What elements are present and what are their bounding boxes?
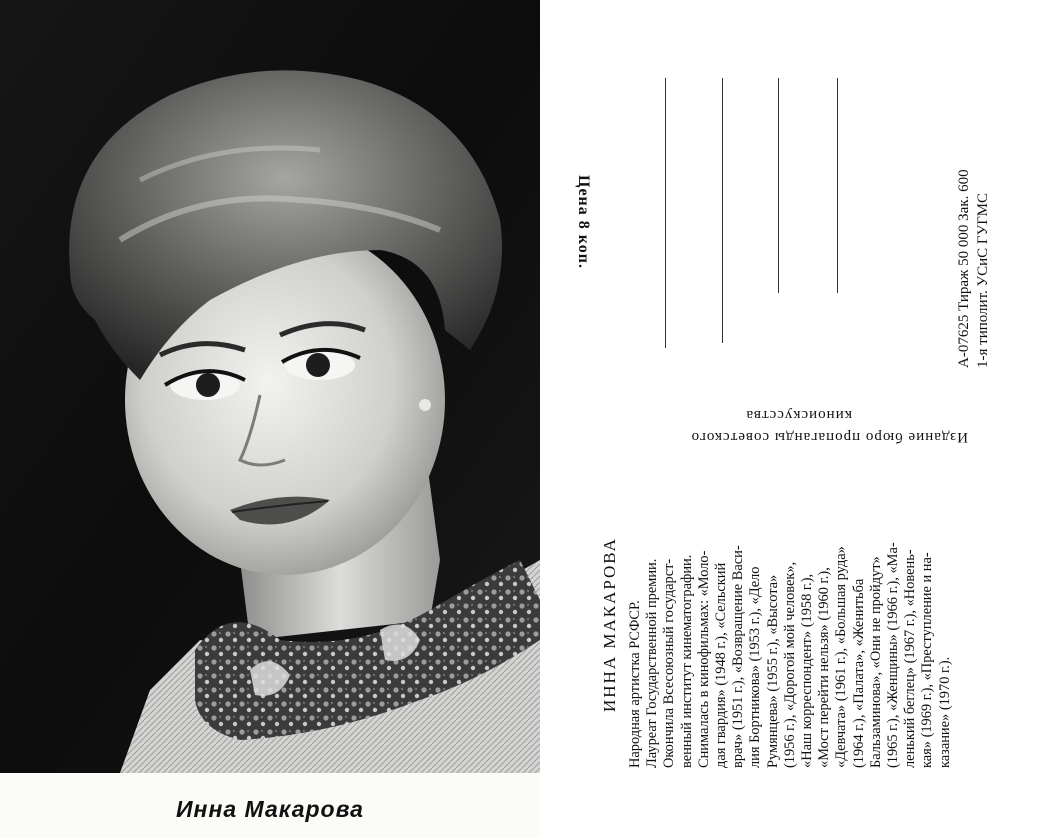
print-info-line-2: 1-я типолит. УСиС ГУГМС (975, 192, 991, 368)
bio-line: Окончила Всесоюзный государст- (661, 558, 678, 768)
price-label: Цена 8 коп. (575, 175, 592, 269)
bio-line: лия Бортникова» (1953 г.), «Дело (747, 566, 764, 768)
bio-line: Снималась в кинофильмах: «Моло- (695, 550, 712, 768)
bio-line: врач» (1951 г.), «Возвращение Васи- (730, 545, 747, 768)
address-line (837, 78, 838, 293)
address-line (722, 78, 723, 343)
bio-line: Лауреат Государственной премии. (644, 558, 661, 768)
bio-line: дая гвардия» (1948 г.), «Сельский (713, 562, 729, 768)
bio-line: (1956 г.), «Дорогой мой человек», (781, 561, 798, 768)
bio-line: «Мост перейти нельзя» (1960 г.), (816, 567, 833, 768)
bio-line: Народная артистка РСФСР. (627, 600, 643, 768)
bio-line: кая» (1969 г.), «Преступление и на- (919, 552, 936, 768)
bio-line: (1964 г.), «Палата», «Женитьба (850, 578, 867, 768)
caption-name: Инна Макарова (176, 796, 364, 822)
bio-line: венный институт кинематографии. (678, 554, 695, 768)
bio-line: ленький беглец» (1967 г.), «Новень- (902, 549, 919, 768)
publisher-line-1: Издание бюро пропаганды советского (690, 429, 968, 445)
bio-line: «Наш корреспондент» (1958 г.), (799, 573, 815, 768)
bio-name: ИННА МАКАРОВА (600, 537, 619, 712)
address-line (778, 78, 779, 293)
bio-line: (1965 г.), «Женщины» (1966 г.), «Ма- (885, 542, 901, 768)
bio-line: «Девчата» (1961 г.), «Большая руда» (833, 546, 850, 768)
address-line (665, 78, 666, 348)
portrait-photo (0, 0, 540, 773)
bio-line: Румянцева» (1955 г.), «Высота» (764, 574, 781, 768)
caption (0, 773, 540, 838)
print-info-line-1: А-07625 Тираж 50 000 Зак. 600 (956, 169, 972, 368)
publisher-line-2: киноискусства (745, 407, 852, 423)
bio-line: Бальзаминова», «Они не пройдут» (867, 556, 884, 768)
bio-line: казание» (1970 г.). (936, 656, 953, 768)
